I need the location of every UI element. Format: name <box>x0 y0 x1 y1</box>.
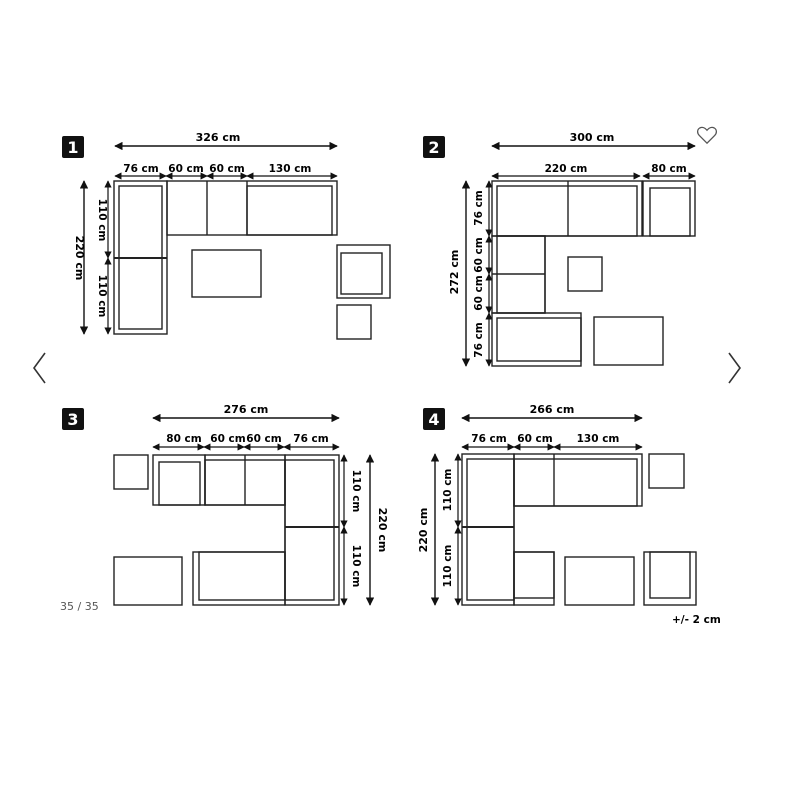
height-label: 110 cm <box>442 544 454 588</box>
total-width-label: 266 cm <box>529 403 575 416</box>
config-number: 1 <box>67 138 79 157</box>
width-label: 60 cm <box>209 163 245 175</box>
sofa-layout <box>114 455 339 605</box>
total-height-label: 220 cm <box>417 507 430 553</box>
width-label: 60 cm <box>168 163 204 175</box>
height-label: 110 cm <box>442 468 454 512</box>
width-label: 80 cm <box>651 163 687 175</box>
sofa-layout <box>462 454 696 605</box>
configuration-2 <box>423 131 695 366</box>
total-height-label: 220 cm <box>376 507 389 553</box>
next-image-button[interactable] <box>724 350 744 386</box>
height-label: 110 cm <box>350 544 362 588</box>
configuration-4 <box>417 403 721 626</box>
sofa-layout <box>492 181 695 366</box>
image-counter: 35 / 35 <box>60 600 99 613</box>
height-label: 76 cm <box>473 322 485 358</box>
total-height-label: 220 cm <box>73 235 86 281</box>
width-label: 130 cm <box>268 163 312 175</box>
width-label: 76 cm <box>471 433 507 445</box>
height-label: 60 cm <box>473 275 485 311</box>
width-label: 60 cm <box>517 433 553 445</box>
width-label: 80 cm <box>166 433 202 445</box>
chevron-right-icon <box>724 350 744 386</box>
configuration-1 <box>62 131 390 339</box>
height-label: 110 cm <box>350 469 362 513</box>
configuration-3 <box>62 403 389 605</box>
height-label: 76 cm <box>473 190 485 226</box>
width-label: 220 cm <box>544 163 588 175</box>
height-label: 110 cm <box>96 274 108 318</box>
width-label: 130 cm <box>576 433 620 445</box>
height-label: 110 cm <box>96 198 108 242</box>
width-label: 60 cm <box>210 433 246 445</box>
height-label: 60 cm <box>473 237 485 273</box>
total-width-label: 300 cm <box>569 131 615 144</box>
sofa-layout <box>114 181 390 339</box>
total-width-label: 326 cm <box>195 131 241 144</box>
config-number: 2 <box>428 138 440 157</box>
heart-outline-icon <box>696 125 718 145</box>
config-number: 4 <box>428 410 440 429</box>
total-height-label: 272 cm <box>448 249 461 295</box>
config-number: 3 <box>67 410 79 429</box>
tolerance-label: +/- 2 cm <box>672 614 721 626</box>
favorite-button[interactable] <box>696 125 718 145</box>
total-width-label: 276 cm <box>223 403 269 416</box>
width-label: 76 cm <box>123 163 159 175</box>
previous-image-button[interactable] <box>30 350 50 386</box>
chevron-left-icon <box>30 350 50 386</box>
width-label: 76 cm <box>293 433 329 445</box>
width-label: 60 cm <box>246 433 282 445</box>
